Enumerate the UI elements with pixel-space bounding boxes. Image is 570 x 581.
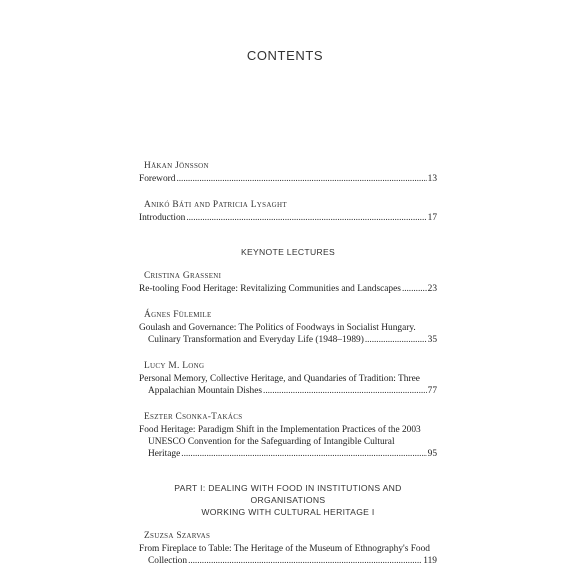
entry-page-number: 35: [427, 335, 437, 345]
dot-leader: [176, 173, 426, 185]
entry-title-line: [139, 555, 437, 567]
entry-title-line: [139, 385, 437, 397]
section-heading-line: WORKING WITH CULTURAL HERITAGE I: [201, 507, 375, 517]
entry-page-number: 17: [427, 213, 437, 223]
dot-leader: [188, 555, 422, 567]
toc-entry-csonka-takacs[interactable]: [139, 411, 437, 460]
entry-title-line: [139, 424, 437, 436]
entry-title-line: [139, 334, 437, 346]
entry-title-cont: Appalachian Mountain Dishes: [148, 386, 263, 396]
dot-leader: [402, 283, 427, 295]
entry-author: Ágnes Fülemile: [144, 310, 212, 320]
toc-entry-foreword[interactable]: [139, 160, 437, 185]
entry-title-line: [139, 322, 437, 334]
entry-page-number: 13: [427, 174, 437, 184]
entry-title-line: [139, 373, 437, 385]
entry-title-line: [139, 212, 437, 224]
entry-author: Zsuzsa Szarvas: [144, 531, 211, 541]
section-heading-part1: [139, 482, 437, 518]
entry-page-number: 77: [427, 386, 437, 396]
toc-entry-fulemile[interactable]: [139, 309, 437, 346]
dot-leader: [365, 334, 427, 346]
entry-title-line: [139, 173, 437, 185]
dot-leader: [263, 385, 427, 397]
dot-leader: [186, 212, 426, 224]
entry-title-cont: Collection: [148, 556, 188, 566]
entry-title-line: [139, 543, 437, 555]
entry-title: Re-tooling Food Heritage: Revitalizing Communities and Landscapes: [139, 284, 401, 294]
entry-author: Cristina Grasseni: [144, 271, 222, 281]
entry-page-number: 95: [427, 449, 437, 459]
entry-title: Goulash and Governance: The Politics of Foodways in Socialist Hungary.: [139, 323, 416, 333]
entry-title: From Fireplace to Table: The Heritage of the Museum of Ethnography's Food: [139, 544, 430, 554]
entry-title-cont: UNESCO Convention for the Safeguarding of Intangible Cultural: [148, 437, 395, 447]
entry-author: Anikó Báti and Patricia Lysaght: [144, 200, 287, 210]
entry-page-number: 119: [423, 556, 437, 566]
page-title: CONTENTS: [246, 48, 324, 63]
entry-title-line: [139, 448, 437, 460]
toc-entry-long[interactable]: [139, 360, 437, 397]
entry-title-cont: Heritage: [148, 449, 181, 459]
section-heading-keynote: KEYNOTE LECTURES: [240, 247, 336, 257]
dot-leader: [181, 448, 426, 460]
entry-title-line: [139, 283, 437, 295]
entry-page-number: 23: [427, 284, 437, 294]
toc-list: [139, 160, 437, 581]
entry-title: Introduction: [139, 213, 186, 223]
entry-title-line: [139, 436, 437, 448]
toc-entry-grasseni[interactable]: [139, 270, 437, 295]
toc-entry-szarvas[interactable]: [139, 530, 437, 567]
entry-title: Foreword: [139, 174, 176, 184]
entry-author: Lucy M. Long: [144, 361, 205, 371]
entry-title: Food Heritage: Paradigm Shift in the Implementation Practices of the 2003: [139, 425, 421, 435]
entry-author: Eszter Csonka-Takács: [144, 412, 243, 422]
toc-entry-introduction[interactable]: [139, 199, 437, 224]
entry-title-cont: Culinary Transformation and Everyday Life (1948–1989): [148, 335, 364, 345]
entry-author: Håkan Jönsson: [144, 161, 209, 171]
section-heading-line: PART I: DEALING WITH FOOD IN INSTITUTIONS AND ORGANISATIONS: [174, 483, 402, 505]
entry-title: Personal Memory, Collective Heritage, and Quandaries of Tradition: Three: [139, 374, 420, 384]
